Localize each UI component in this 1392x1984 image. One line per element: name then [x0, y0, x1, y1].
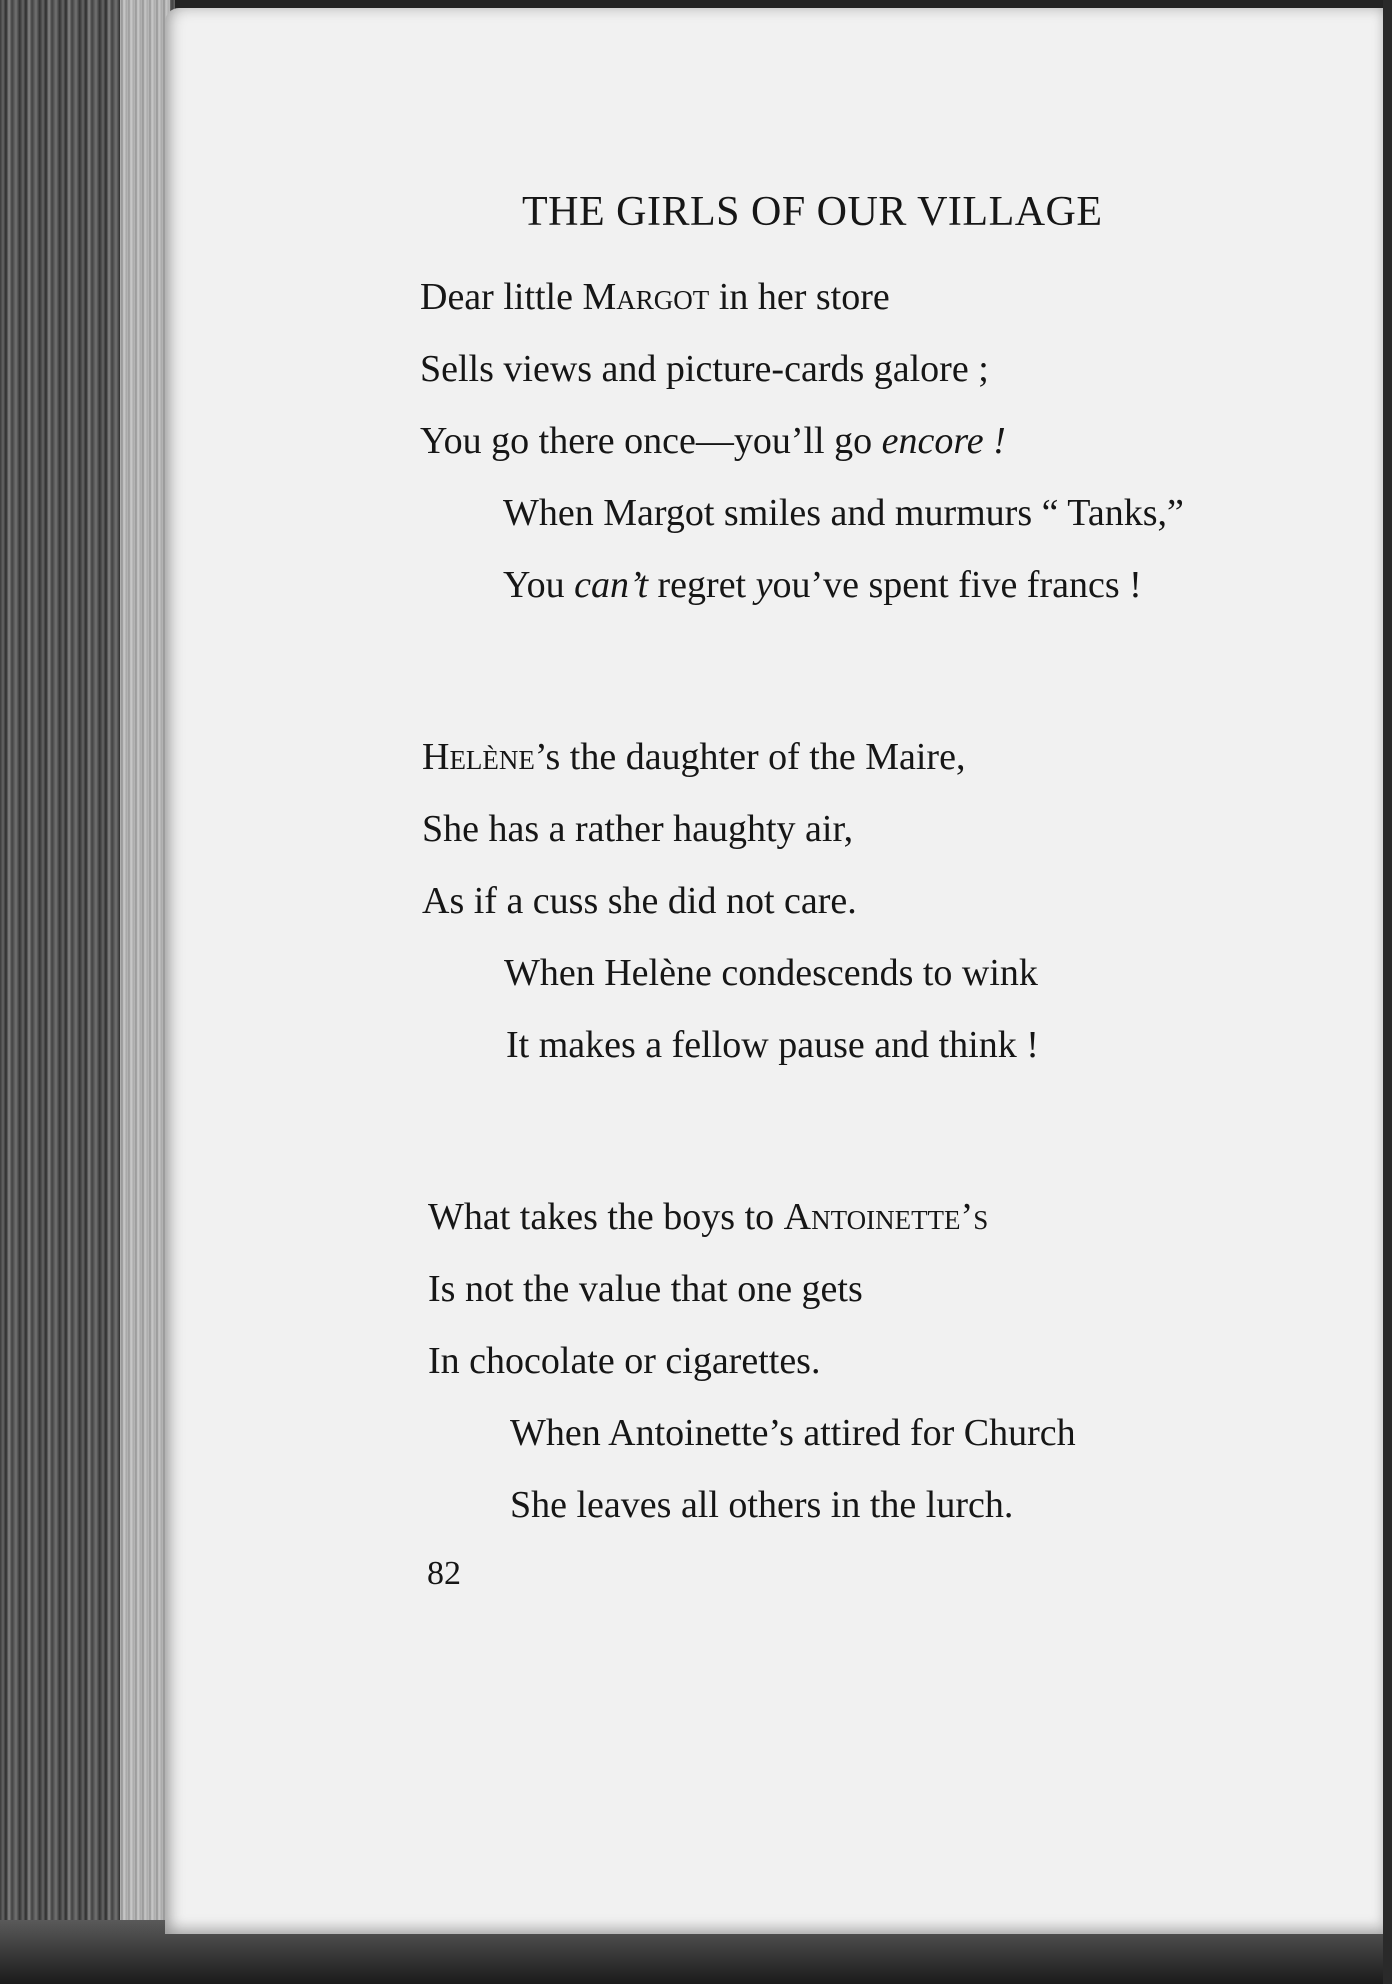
poem-line [503, 563, 1142, 607]
poem-line: When Helène condescends to wink [504, 952, 1038, 994]
poem-line [422, 735, 965, 779]
poem-title: THE GIRLS OF OUR VILLAGE [522, 189, 1103, 235]
line-text: Dear little [420, 276, 583, 318]
page-edges [120, 0, 170, 1984]
poem-line: In chocolate or cigarettes. [428, 1340, 821, 1382]
poem-line [420, 275, 890, 319]
character-name: Margot [582, 276, 710, 318]
line-text: You [503, 564, 575, 606]
poem-line [420, 419, 1006, 463]
italic-text: encore ! [881, 420, 1006, 462]
italic-text: can’t [574, 564, 649, 606]
poem-line [428, 1195, 988, 1239]
line-text: regret [648, 564, 756, 606]
right-edge [1383, 0, 1392, 1984]
page-number: 82 [427, 1555, 461, 1592]
line-text: in her store [709, 276, 890, 318]
poem-line: When Margot smiles and murmurs “ Tanks,” [503, 492, 1184, 534]
poem-line: Is not the value that one gets [428, 1268, 863, 1310]
poem-line: She has a rather haughty air, [422, 808, 854, 850]
line-text: What takes the boys to [428, 1196, 784, 1238]
poem-line: When Antoinette’s attired for Church [510, 1412, 1076, 1454]
line-text: ’s the daughter of the Maire, [534, 736, 966, 778]
line-text: ou’ve spent five francs ! [772, 564, 1142, 606]
line-text: You go there once—you’ll go [420, 420, 882, 462]
poem-line: She leaves all others in the lurch. [510, 1484, 1014, 1526]
poem-line: As if a cuss she did not care. [422, 880, 857, 922]
poem-line: It makes a fellow pause and think ! [506, 1024, 1039, 1066]
character-name: Antoinette’s [783, 1196, 989, 1238]
character-name: Helène [422, 736, 535, 778]
italic-text: y [755, 564, 773, 606]
poem-line: Sells views and picture-cards galore ; [420, 348, 989, 390]
